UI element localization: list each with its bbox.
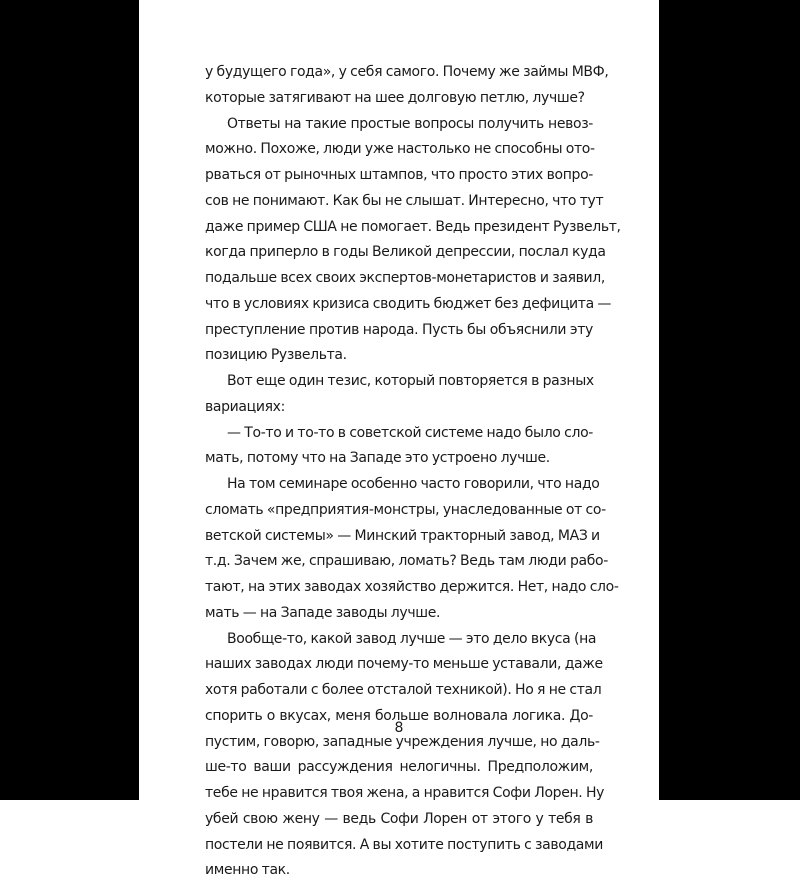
- text-line: мать, потому что на Западе это устроено лучше.: [205, 450, 550, 467]
- text-line: преступление против народа. Пусть бы объяснили эту: [205, 321, 593, 338]
- text-line: у будущего года», у себя самого. Почему же займы МВФ,: [205, 64, 609, 80]
- text-line: мать — на Западе заводы лучше.: [205, 604, 441, 621]
- text-line: На том семинаре особенно часто говорили, что надо: [227, 476, 600, 492]
- text-line: наших заводах люди почему-то меньше уставали, даже: [205, 656, 603, 673]
- text-line: рваться от рыночных штампов, что просто этих вопро-: [205, 167, 593, 183]
- text-line: ветской системы» — Минский тракторный завод, МАЗ и: [205, 527, 600, 544]
- text-line: даже пример США не помогает. Ведь президент Рузвельт,: [205, 218, 621, 235]
- text-line: позицию Рузвельта.: [205, 347, 347, 364]
- text-line: пустим, говорю, западные учреждения лучше, но даль-: [205, 733, 600, 750]
- text-line: вариациях:: [205, 398, 285, 415]
- book-page: [139, 0, 659, 879]
- text-line: — То-то и то-то в советской системе надо было сло-: [227, 424, 593, 441]
- left-black-margin: [0, 0, 139, 800]
- text-line: подальше всех своих экспертов-монетаристов и заявил,: [205, 270, 605, 286]
- text-line: которые затягивают на шее долговую петлю, лучше?: [205, 89, 585, 106]
- text-line: тебе не нравится твоя жена, а нравится Софи Лорен. Ну: [205, 785, 605, 801]
- text-line: постели не появится. А вы хотите поступить с заводами: [205, 836, 603, 853]
- page-number: 8: [394, 720, 404, 736]
- right-black-margin: [659, 0, 800, 800]
- text-line: сломать «предприятия-монстры, унаследованные от со-: [205, 501, 606, 518]
- text-line: спорить о вкусах, меня больше волновала логика. До-: [205, 707, 593, 724]
- text-line: тают, на этих заводах хозяйство держится. Нет, надо сло-: [205, 579, 619, 595]
- text-line: сов не понимают. Как бы не слышат. Интересно, что тут: [205, 192, 604, 209]
- text-line: Вот еще один тезис, который повторяется в разных: [227, 373, 594, 389]
- text-line: т.д. Зачем же, спрашиваю, ломать? Ведь там люди рабо-: [205, 553, 608, 570]
- text-line: Ответы на такие простые вопросы получить невоз-: [227, 115, 593, 132]
- text-line: Вообще-то, какой завод лучше — это дело вкуса (на: [227, 630, 597, 647]
- text-line: можно. Похоже, люди уже настолько не способны ото-: [205, 141, 595, 158]
- text-line: когда приперло в годы Великой депрессии, послал куда: [205, 244, 606, 261]
- text-line: что в условиях кризиса сводить бюджет без дефицита —: [205, 295, 612, 312]
- text-line: именно так.: [205, 862, 290, 879]
- text-line: хотя работали с более отсталой техникой). Но я не стал: [205, 682, 602, 698]
- text-line: ше-то ваши рассуждения нелогичны. Предположим,: [205, 759, 593, 776]
- text-line: убей свою жену — ведь Софи Лорен от этого у тебя в: [205, 810, 593, 827]
- body-text: [205, 60, 621, 884]
